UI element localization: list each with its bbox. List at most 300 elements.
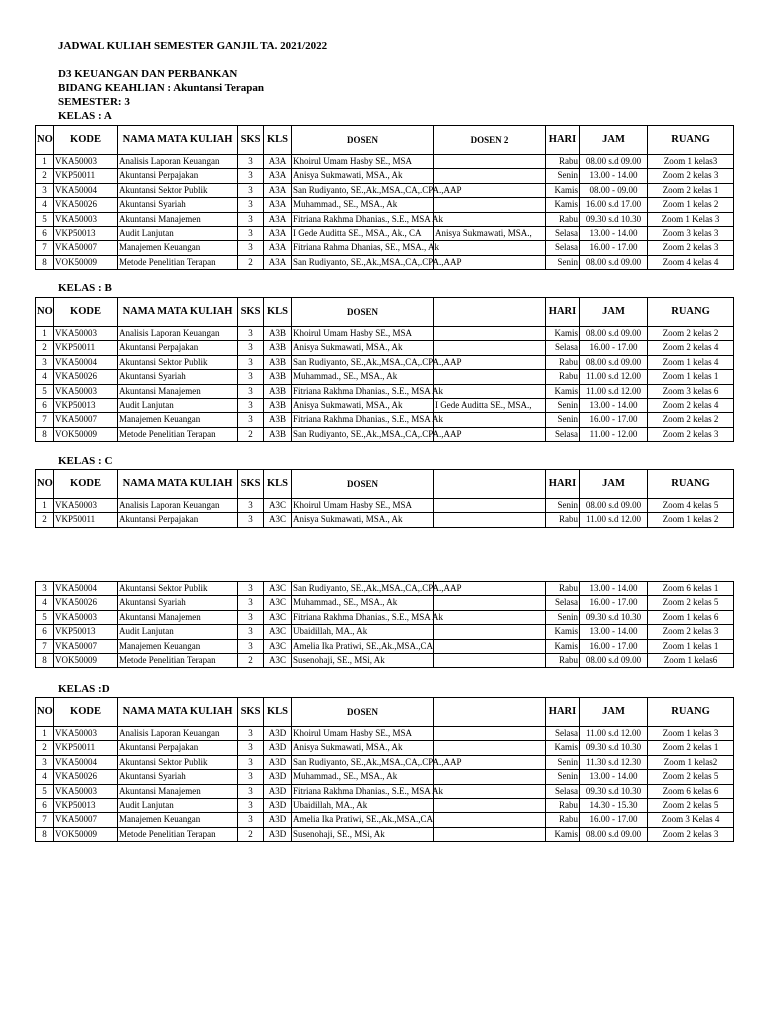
table-row bbox=[36, 639, 734, 653]
column-header-ruang: RUANG bbox=[648, 298, 734, 327]
cell-nama-mata-kuliah: Metode Penelitian Terapan bbox=[118, 827, 238, 841]
cell-kls: A3C bbox=[264, 596, 292, 610]
cell-ruang: Zoom 1 kelas 1 bbox=[648, 370, 734, 384]
cell-ruang: Zoom 1 Kelas 3 bbox=[648, 212, 734, 226]
cell-dosen-2: Anisya Sukmawati, MSA., bbox=[434, 227, 546, 241]
cell-dosen-2 bbox=[434, 169, 546, 183]
cell-ruang: Zoom 2 kelas 3 bbox=[648, 427, 734, 441]
cell-jam: 08.00 s.d 09.00 bbox=[580, 355, 648, 369]
cell-kode: VKA50004 bbox=[54, 582, 118, 596]
cell-no: 5 bbox=[36, 212, 54, 226]
column-header-hari: HARI bbox=[546, 698, 580, 727]
cell-nama-mata-kuliah: Metode Penelitian Terapan bbox=[118, 654, 238, 668]
cell-dosen-2 bbox=[434, 727, 546, 741]
column-header-dosen-2: DOSEN 2 bbox=[434, 126, 546, 155]
kelas-a-label: KELAS : A bbox=[58, 110, 112, 122]
table-header-row bbox=[36, 698, 734, 727]
cell-dosen: Muhammad., SE., MSA., Ak bbox=[292, 370, 434, 384]
cell-ruang: Zoom 2 kelas 5 bbox=[648, 770, 734, 784]
cell-nama-mata-kuliah: Akuntansi Manajemen bbox=[118, 384, 238, 398]
cell-sks: 3 bbox=[238, 227, 264, 241]
cell-ruang: Zoom 1 kelas3 bbox=[648, 155, 734, 169]
cell-dosen-2 bbox=[434, 813, 546, 827]
cell-kls: A3D bbox=[264, 784, 292, 798]
cell-kls: A3B bbox=[264, 399, 292, 413]
cell-dosen-2 bbox=[434, 625, 546, 639]
cell-jam: 16.00 - 17.00 bbox=[580, 341, 648, 355]
cell-sks: 3 bbox=[238, 183, 264, 197]
cell-no: 2 bbox=[36, 741, 54, 755]
column-header-nama-mata-kuliah: NAMA MATA KULIAH bbox=[118, 698, 238, 727]
cell-dosen-2 bbox=[434, 770, 546, 784]
cell-no: 7 bbox=[36, 413, 54, 427]
cell-jam: 09.30 s.d 10.30 bbox=[580, 610, 648, 624]
cell-dosen: Fitriana Rakhma Dhanias., S.E., MSA Ak bbox=[292, 212, 434, 226]
table-row bbox=[36, 741, 734, 755]
cell-kls: A3B bbox=[264, 427, 292, 441]
cell-sks: 3 bbox=[238, 327, 264, 341]
column-header-dosen-2 bbox=[434, 470, 546, 499]
cell-jam: 13.00 - 14.00 bbox=[580, 770, 648, 784]
cell-sks: 3 bbox=[238, 198, 264, 212]
cell-dosen: Susenohaji, SE., MSi, Ak bbox=[292, 654, 434, 668]
cell-no: 4 bbox=[36, 370, 54, 384]
cell-kode: VKA50004 bbox=[54, 355, 118, 369]
cell-kls: A3C bbox=[264, 513, 292, 527]
cell-ruang: Zoom 2 kelas 3 bbox=[648, 169, 734, 183]
table-row bbox=[36, 355, 734, 369]
column-header-dosen-2 bbox=[434, 698, 546, 727]
cell-kode: VOK50009 bbox=[54, 427, 118, 441]
column-header-jam: JAM bbox=[580, 698, 648, 727]
cell-nama-mata-kuliah: Manajemen Keuangan bbox=[118, 413, 238, 427]
cell-nama-mata-kuliah: Manajemen Keuangan bbox=[118, 241, 238, 255]
cell-kls: A3A bbox=[264, 255, 292, 269]
cell-no: 8 bbox=[36, 654, 54, 668]
cell-nama-mata-kuliah: Analisis Laporan Keuangan bbox=[118, 727, 238, 741]
table-row bbox=[36, 212, 734, 226]
cell-ruang: Zoom 1 kelas6 bbox=[648, 654, 734, 668]
cell-sks: 3 bbox=[238, 212, 264, 226]
cell-dosen-2 bbox=[434, 327, 546, 341]
cell-ruang: Zoom 3 kelas 6 bbox=[648, 384, 734, 398]
cell-nama-mata-kuliah: Akuntansi Syariah bbox=[118, 596, 238, 610]
cell-hari: Rabu bbox=[546, 370, 580, 384]
cell-no: 7 bbox=[36, 813, 54, 827]
cell-jam: 13.00 - 14.00 bbox=[580, 582, 648, 596]
column-header-no: NO bbox=[36, 698, 54, 727]
cell-no: 3 bbox=[36, 355, 54, 369]
program-name: D3 KEUANGAN DAN PERBANKAN bbox=[58, 68, 238, 80]
table-row bbox=[36, 183, 734, 197]
cell-dosen: Fitriana Rakhma Dhanias., S.E., MSA Ak bbox=[292, 413, 434, 427]
cell-jam: 13.00 - 14.00 bbox=[580, 169, 648, 183]
cell-no: 1 bbox=[36, 727, 54, 741]
cell-jam: 08.00 s.d 09.00 bbox=[580, 255, 648, 269]
cell-dosen: Khoirul Umam Hasby SE., MSA bbox=[292, 499, 434, 513]
table-row bbox=[36, 341, 734, 355]
cell-kode: VOK50009 bbox=[54, 255, 118, 269]
table-row bbox=[36, 255, 734, 269]
cell-no: 2 bbox=[36, 513, 54, 527]
cell-hari: Senin bbox=[546, 499, 580, 513]
cell-ruang: Zoom 1 kelas 4 bbox=[648, 355, 734, 369]
cell-sks: 3 bbox=[238, 499, 264, 513]
cell-dosen: Anisya Sukmawati, MSA., Ak bbox=[292, 341, 434, 355]
cell-nama-mata-kuliah: Akuntansi Sektor Publik bbox=[118, 183, 238, 197]
table-row bbox=[36, 427, 734, 441]
cell-jam: 14.30 - 15.30 bbox=[580, 799, 648, 813]
table-header-row bbox=[36, 298, 734, 327]
cell-dosen-2 bbox=[434, 198, 546, 212]
cell-sks: 3 bbox=[238, 513, 264, 527]
cell-jam: 13.00 - 14.00 bbox=[580, 625, 648, 639]
cell-kls: A3D bbox=[264, 813, 292, 827]
cell-kls: A3B bbox=[264, 327, 292, 341]
table-row bbox=[36, 799, 734, 813]
cell-nama-mata-kuliah: Akuntansi Perpajakan bbox=[118, 341, 238, 355]
cell-kode: VKA50026 bbox=[54, 770, 118, 784]
cell-kode: VKP50011 bbox=[54, 169, 118, 183]
cell-no: 8 bbox=[36, 827, 54, 841]
cell-ruang: Zoom 2 kelas 4 bbox=[648, 341, 734, 355]
column-header-jam: JAM bbox=[580, 470, 648, 499]
table-row bbox=[36, 582, 734, 596]
cell-nama-mata-kuliah: Akuntansi Sektor Publik bbox=[118, 582, 238, 596]
cell-hari: Kamis bbox=[546, 827, 580, 841]
cell-jam: 08.00 s.d 09.00 bbox=[580, 827, 648, 841]
table-row bbox=[36, 755, 734, 769]
cell-ruang: Zoom 2 kelas 5 bbox=[648, 799, 734, 813]
cell-hari: Senin bbox=[546, 755, 580, 769]
cell-ruang: Zoom 3 Kelas 4 bbox=[648, 813, 734, 827]
cell-sks: 3 bbox=[238, 784, 264, 798]
cell-no: 8 bbox=[36, 255, 54, 269]
cell-dosen: Ubaidillah, MA., Ak bbox=[292, 625, 434, 639]
cell-kode: VKA50003 bbox=[54, 499, 118, 513]
column-header-no: NO bbox=[36, 470, 54, 499]
cell-no: 6 bbox=[36, 227, 54, 241]
cell-kls: A3A bbox=[264, 212, 292, 226]
cell-dosen: Anisya Sukmawati, MSA., Ak bbox=[292, 169, 434, 183]
cell-ruang: Zoom 2 kelas 4 bbox=[648, 399, 734, 413]
table-row bbox=[36, 499, 734, 513]
cell-jam: 16.00 - 17.00 bbox=[580, 813, 648, 827]
bidang-keahlian: BIDANG KEAHLIAN : Akuntansi Terapan bbox=[58, 82, 265, 94]
cell-kls: A3A bbox=[264, 183, 292, 197]
cell-kode: VKA50003 bbox=[54, 212, 118, 226]
cell-ruang: Zoom 2 kelas 1 bbox=[648, 741, 734, 755]
cell-sks: 3 bbox=[238, 755, 264, 769]
cell-nama-mata-kuliah: Analisis Laporan Keuangan bbox=[118, 155, 238, 169]
table-row bbox=[36, 227, 734, 241]
column-header-kode: KODE bbox=[54, 126, 118, 155]
cell-kls: A3B bbox=[264, 370, 292, 384]
cell-dosen: Khoirul Umam Hasby SE., MSA bbox=[292, 155, 434, 169]
column-header-no: NO bbox=[36, 126, 54, 155]
column-header-dosen-2 bbox=[434, 298, 546, 327]
cell-no: 1 bbox=[36, 155, 54, 169]
cell-sks: 3 bbox=[238, 727, 264, 741]
cell-ruang: Zoom 2 kelas 3 bbox=[648, 241, 734, 255]
cell-dosen-2 bbox=[434, 413, 546, 427]
cell-dosen-2 bbox=[434, 639, 546, 653]
cell-dosen: Muhammad., SE., MSA., Ak bbox=[292, 198, 434, 212]
cell-hari: Kamis bbox=[546, 625, 580, 639]
cell-no: 5 bbox=[36, 784, 54, 798]
cell-dosen: Khoirul Umam Hasby SE., MSA bbox=[292, 327, 434, 341]
cell-kls: A3A bbox=[264, 241, 292, 255]
cell-jam: 11.00 s.d 12.00 bbox=[580, 370, 648, 384]
cell-kode: VOK50009 bbox=[54, 827, 118, 841]
cell-hari: Rabu bbox=[546, 654, 580, 668]
column-header-hari: HARI bbox=[546, 298, 580, 327]
column-header-kls: KLS bbox=[264, 698, 292, 727]
cell-kode: VKP50013 bbox=[54, 227, 118, 241]
cell-ruang: Zoom 1 kelas 1 bbox=[648, 639, 734, 653]
column-header-kls: KLS bbox=[264, 298, 292, 327]
cell-no: 7 bbox=[36, 241, 54, 255]
cell-kls: A3C bbox=[264, 654, 292, 668]
cell-kode: VKP50011 bbox=[54, 741, 118, 755]
kelas-b-label: KELAS : B bbox=[58, 282, 112, 294]
table-row bbox=[36, 625, 734, 639]
cell-dosen: Anisya Sukmawati, MSA., Ak bbox=[292, 399, 434, 413]
cell-dosen: Susenohaji, SE., MSi, Ak bbox=[292, 827, 434, 841]
cell-nama-mata-kuliah: Akuntansi Manajemen bbox=[118, 212, 238, 226]
cell-hari: Kamis bbox=[546, 183, 580, 197]
semester-label: SEMESTER: 3 bbox=[58, 96, 130, 108]
cell-kls: A3A bbox=[264, 227, 292, 241]
cell-sks: 3 bbox=[238, 355, 264, 369]
cell-no: 4 bbox=[36, 198, 54, 212]
cell-no: 4 bbox=[36, 596, 54, 610]
column-header-dosen: DOSEN bbox=[292, 698, 434, 727]
cell-no: 8 bbox=[36, 427, 54, 441]
cell-kode: VKP50013 bbox=[54, 399, 118, 413]
cell-dosen-2 bbox=[434, 827, 546, 841]
cell-kls: A3D bbox=[264, 741, 292, 755]
cell-sks: 3 bbox=[238, 813, 264, 827]
table-row bbox=[36, 654, 734, 668]
cell-dosen-2 bbox=[434, 784, 546, 798]
table-row bbox=[36, 513, 734, 527]
cell-nama-mata-kuliah: Akuntansi Syariah bbox=[118, 770, 238, 784]
cell-sks: 3 bbox=[238, 341, 264, 355]
cell-sks: 3 bbox=[238, 413, 264, 427]
cell-sks: 3 bbox=[238, 610, 264, 624]
cell-dosen: Muhammad., SE., MSA., Ak bbox=[292, 770, 434, 784]
cell-hari: Senin bbox=[546, 255, 580, 269]
column-header-kode: KODE bbox=[54, 470, 118, 499]
cell-dosen: Anisya Sukmawati, MSA., Ak bbox=[292, 513, 434, 527]
cell-dosen-2 bbox=[434, 341, 546, 355]
column-header-kls: KLS bbox=[264, 126, 292, 155]
cell-kode: VKP50011 bbox=[54, 513, 118, 527]
cell-jam: 08.00 s.d 09.00 bbox=[580, 327, 648, 341]
cell-kode: VKA50007 bbox=[54, 813, 118, 827]
cell-dosen-2 bbox=[434, 499, 546, 513]
column-header-jam: JAM bbox=[580, 126, 648, 155]
table-row bbox=[36, 813, 734, 827]
cell-nama-mata-kuliah: Manajemen Keuangan bbox=[118, 813, 238, 827]
cell-jam: 11.30 s.d 12.30 bbox=[580, 755, 648, 769]
cell-no: 4 bbox=[36, 770, 54, 784]
column-header-kode: KODE bbox=[54, 698, 118, 727]
cell-no: 3 bbox=[36, 755, 54, 769]
cell-dosen: I Gede Auditta SE., MSA., Ak., CA bbox=[292, 227, 434, 241]
kelas-d-label: KELAS :D bbox=[58, 683, 110, 695]
cell-kls: A3B bbox=[264, 384, 292, 398]
cell-dosen-2 bbox=[434, 155, 546, 169]
cell-kls: A3C bbox=[264, 610, 292, 624]
cell-dosen: Ubaidillah, MA., Ak bbox=[292, 799, 434, 813]
cell-sks: 3 bbox=[238, 169, 264, 183]
cell-jam: 16.00 - 17.00 bbox=[580, 596, 648, 610]
table-row bbox=[36, 727, 734, 741]
cell-dosen: Amelia Ika Pratiwi, SE.,Ak.,MSA.,CA bbox=[292, 813, 434, 827]
cell-hari: Rabu bbox=[546, 513, 580, 527]
cell-kode: VKA50026 bbox=[54, 370, 118, 384]
cell-kls: A3B bbox=[264, 413, 292, 427]
cell-ruang: Zoom 4 kelas 4 bbox=[648, 255, 734, 269]
table-row bbox=[36, 370, 734, 384]
cell-ruang: Zoom 1 kelas 2 bbox=[648, 198, 734, 212]
cell-kode: VKP50013 bbox=[54, 799, 118, 813]
cell-kls: A3A bbox=[264, 169, 292, 183]
cell-nama-mata-kuliah: Analisis Laporan Keuangan bbox=[118, 327, 238, 341]
cell-dosen-2 bbox=[434, 370, 546, 384]
cell-jam: 09.30 s.d 10.30 bbox=[580, 784, 648, 798]
cell-no: 3 bbox=[36, 183, 54, 197]
cell-nama-mata-kuliah: Audit Lanjutan bbox=[118, 227, 238, 241]
table-row bbox=[36, 413, 734, 427]
cell-no: 2 bbox=[36, 341, 54, 355]
cell-hari: Rabu bbox=[546, 212, 580, 226]
cell-hari: Rabu bbox=[546, 355, 580, 369]
column-header-jam: JAM bbox=[580, 298, 648, 327]
cell-ruang: Zoom 2 kelas 1 bbox=[648, 183, 734, 197]
cell-jam: 08.00 - 09.00 bbox=[580, 183, 648, 197]
cell-nama-mata-kuliah: Audit Lanjutan bbox=[118, 399, 238, 413]
cell-jam: 09.30 s.d 10.30 bbox=[580, 212, 648, 226]
cell-nama-mata-kuliah: Akuntansi Sektor Publik bbox=[118, 355, 238, 369]
cell-kode: VKP50011 bbox=[54, 341, 118, 355]
cell-kls: A3A bbox=[264, 155, 292, 169]
table-row bbox=[36, 169, 734, 183]
table-header-row bbox=[36, 126, 734, 155]
cell-hari: Rabu bbox=[546, 155, 580, 169]
cell-sks: 3 bbox=[238, 770, 264, 784]
cell-kls: A3D bbox=[264, 727, 292, 741]
column-header-dosen: DOSEN bbox=[292, 298, 434, 327]
cell-ruang: Zoom 1 kelas 3 bbox=[648, 727, 734, 741]
cell-kode: VKA50003 bbox=[54, 784, 118, 798]
cell-sks: 3 bbox=[238, 741, 264, 755]
cell-no: 3 bbox=[36, 582, 54, 596]
cell-sks: 3 bbox=[238, 582, 264, 596]
cell-kode: VKA50003 bbox=[54, 327, 118, 341]
cell-kode: VKP50013 bbox=[54, 625, 118, 639]
cell-hari: Selasa bbox=[546, 427, 580, 441]
column-header-ruang: RUANG bbox=[648, 698, 734, 727]
cell-kls: A3C bbox=[264, 499, 292, 513]
column-header-kls: KLS bbox=[264, 470, 292, 499]
cell-dosen-2: I Gede Auditta SE., MSA., bbox=[434, 399, 546, 413]
cell-nama-mata-kuliah: Audit Lanjutan bbox=[118, 799, 238, 813]
schedule-table-kelas-c-continued bbox=[35, 581, 734, 668]
cell-kls: A3C bbox=[264, 625, 292, 639]
column-header-sks: SKS bbox=[238, 298, 264, 327]
cell-dosen: Amelia Ika Pratiwi, SE.,Ak.,MSA.,CA bbox=[292, 639, 434, 653]
table-row bbox=[36, 770, 734, 784]
cell-kode: VKA50007 bbox=[54, 241, 118, 255]
cell-dosen: San Rudiyanto, SE.,Ak.,MSA.,CA,.CPA.,AAP bbox=[292, 427, 434, 441]
cell-dosen: Fitriana Rahma Dhanias, SE., MSA., Ak bbox=[292, 241, 434, 255]
cell-ruang: Zoom 6 kelas 6 bbox=[648, 784, 734, 798]
schedule-table-kelas-b bbox=[35, 297, 734, 442]
cell-no: 1 bbox=[36, 499, 54, 513]
cell-hari: Senin bbox=[546, 399, 580, 413]
cell-nama-mata-kuliah: Akuntansi Perpajakan bbox=[118, 169, 238, 183]
cell-hari: Rabu bbox=[546, 799, 580, 813]
cell-kls: A3C bbox=[264, 639, 292, 653]
column-header-kode: KODE bbox=[54, 298, 118, 327]
cell-hari: Kamis bbox=[546, 741, 580, 755]
cell-dosen-2 bbox=[434, 384, 546, 398]
column-header-hari: HARI bbox=[546, 470, 580, 499]
column-header-ruang: RUANG bbox=[648, 126, 734, 155]
column-header-sks: SKS bbox=[238, 470, 264, 499]
cell-dosen: San Rudiyanto, SE.,Ak.,MSA.,CA,.CPA.,AAP bbox=[292, 755, 434, 769]
cell-jam: 16.00 - 17.00 bbox=[580, 639, 648, 653]
column-header-no: NO bbox=[36, 298, 54, 327]
table-row bbox=[36, 596, 734, 610]
cell-kode: VKA50003 bbox=[54, 155, 118, 169]
cell-ruang: Zoom 2 kelas 5 bbox=[648, 596, 734, 610]
column-header-dosen: DOSEN bbox=[292, 126, 434, 155]
cell-nama-mata-kuliah: Analisis Laporan Keuangan bbox=[118, 499, 238, 513]
cell-no: 5 bbox=[36, 610, 54, 624]
cell-hari: Senin bbox=[546, 169, 580, 183]
schedule-table-kelas-c bbox=[35, 469, 734, 528]
cell-sks: 3 bbox=[238, 596, 264, 610]
cell-dosen: Fitriana Rakhma Dhanias., S.E., MSA Ak bbox=[292, 784, 434, 798]
table-header-row bbox=[36, 470, 734, 499]
cell-hari: Kamis bbox=[546, 384, 580, 398]
cell-kls: A3D bbox=[264, 827, 292, 841]
cell-hari: Rabu bbox=[546, 582, 580, 596]
table-row bbox=[36, 399, 734, 413]
cell-jam: 13.00 - 14.00 bbox=[580, 399, 648, 413]
cell-sks: 3 bbox=[238, 370, 264, 384]
cell-nama-mata-kuliah: Audit Lanjutan bbox=[118, 625, 238, 639]
cell-jam: 11.00 s.d 12.00 bbox=[580, 727, 648, 741]
cell-sks: 3 bbox=[238, 625, 264, 639]
column-header-sks: SKS bbox=[238, 698, 264, 727]
cell-ruang: Zoom 1 kelas 2 bbox=[648, 513, 734, 527]
cell-ruang: Zoom 1 kelas 6 bbox=[648, 610, 734, 624]
cell-kode: VKA50007 bbox=[54, 639, 118, 653]
cell-kode: VKA50003 bbox=[54, 727, 118, 741]
cell-kls: A3C bbox=[264, 582, 292, 596]
cell-sks: 2 bbox=[238, 255, 264, 269]
cell-jam: 11.00 s.d 12.00 bbox=[580, 384, 648, 398]
cell-dosen-2 bbox=[434, 741, 546, 755]
cell-jam: 08.00 s.d 09.00 bbox=[580, 155, 648, 169]
cell-hari: Kamis bbox=[546, 639, 580, 653]
cell-ruang: Zoom 2 kelas 3 bbox=[648, 827, 734, 841]
